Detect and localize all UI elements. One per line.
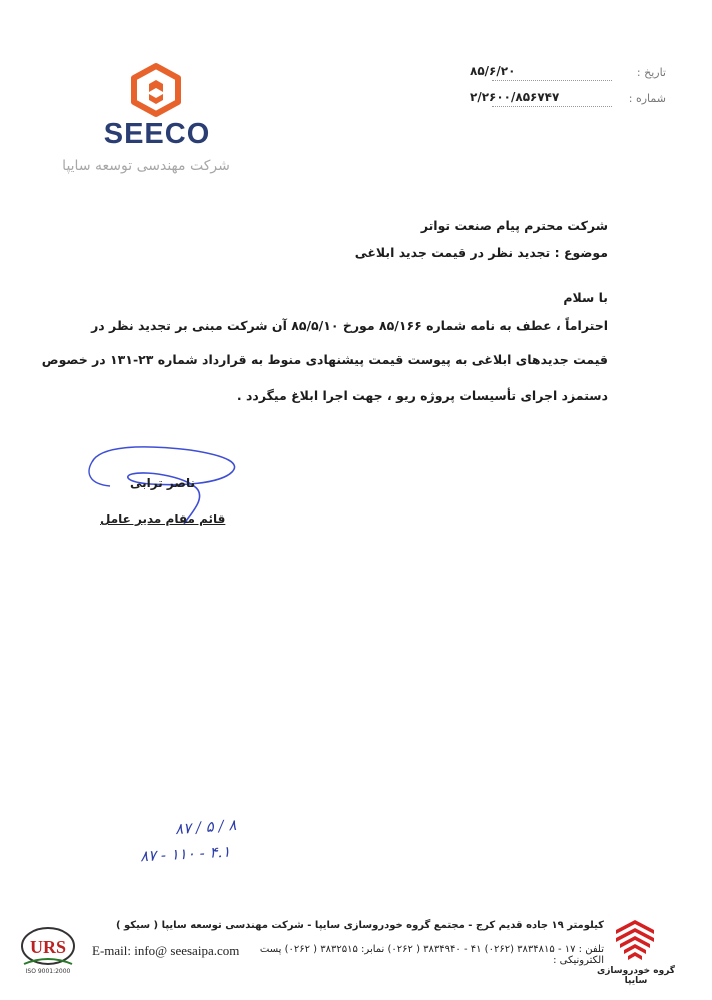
- body-line: دستمزد اجرای تأسیسات پروژه ریو ، جهت اجرا ابلاغ میگردد .: [236, 388, 608, 403]
- footer-phones: تلفن : ۱۷ - ۳۸۳۴۸۱۵ (۰۲۶۲) ۴۱ - ۳۸۳۴۹۴۰ ( ۰۲۶۲) نمابر: ۳۸۳۲۵۱۵ ( ۰۲۶۲) پست الکترونیکی :: [259, 944, 604, 966]
- saipa-logo-icon: [612, 918, 658, 966]
- number-value: ۲/۲۶۰۰/۸۵۶۷۴۷: [470, 90, 560, 104]
- handwritten-reference: ۸۷ - ۱۱۰ - ۴.۱: [139, 842, 231, 866]
- subject-line: موضوع : تجدید نظر در قیمت جدید ابلاغی: [354, 245, 608, 260]
- date-dotted-line: [492, 80, 612, 81]
- iso-caption: ISO 9001:2000: [25, 968, 71, 975]
- saipa-group-caption: گروه خودروسازی سایپا: [596, 966, 676, 986]
- footer-address: کیلومتر ۱۹ جاده قدیم کرج - مجتمع گروه خودروسازی سایپا - شرکت مهندسی توسعه سایپا ( سیکو ): [115, 920, 604, 931]
- logo-wordmark: SEECO: [103, 118, 211, 150]
- signer-name: ناصر ترابی: [130, 476, 195, 490]
- handwritten-date: ۸۷ / ۵ / ۸: [174, 815, 237, 839]
- date-value: ۸۵/۶/۲۰: [470, 64, 516, 78]
- recipient-line: شرکت محترم پیام صنعت تواتر: [420, 218, 608, 233]
- urs-certification-icon: [18, 924, 78, 972]
- greeting-line: با سلام: [563, 290, 608, 305]
- body-line: احتراماً ، عطف به نامه شماره ۸۵/۱۶۶ مورخ ۸۵/۵/۱۰ آن شرکت مبنی بر تجدید نظر در: [91, 318, 608, 333]
- number-label: شماره :: [628, 92, 666, 105]
- footer-email: E-mail: info@ seesaipa.com: [92, 943, 240, 958]
- seeco-logo-icon: [128, 62, 184, 118]
- number-dotted-line: [492, 106, 612, 107]
- date-label: تاریخ :: [636, 66, 666, 79]
- svg-text:URS: URS: [29, 937, 67, 957]
- company-name: شرکت مهندسی توسعه سایپا: [62, 158, 230, 174]
- signer-title: قائم مقام مدیر عامل: [100, 512, 226, 526]
- body-line: قیمت جدیدهای ابلاغی به پیوست قیمت پیشنهادی منوط به قرارداد شماره ۲۳-۱۳۱ در خصوص: [41, 352, 608, 367]
